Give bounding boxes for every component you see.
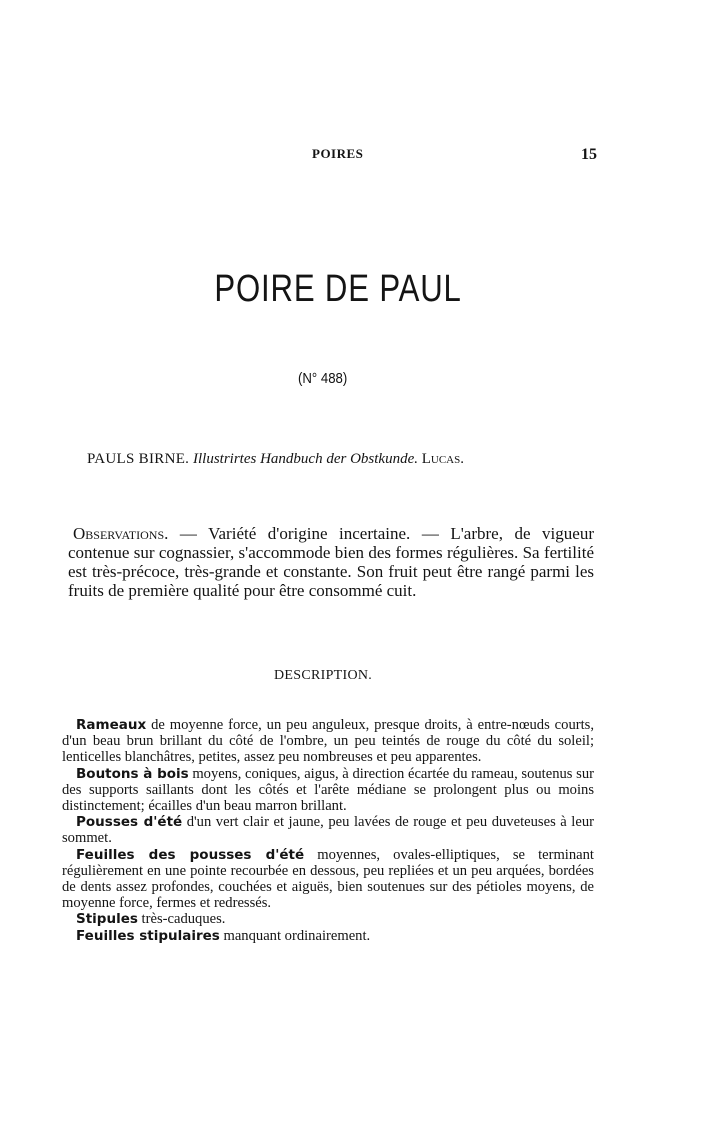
description-text: d'un vert clair et jaune, peu lavées de rouge et peu duveteuses à leur sommet. xyxy=(62,814,594,847)
description-text: très-caduques. xyxy=(137,911,226,928)
page-title xyxy=(60,268,640,311)
observations-paragraph xyxy=(68,524,594,600)
page-title-text: POIRE DE PAUL xyxy=(214,268,462,310)
description-text: moyens, coniques, aigus, à direction écartée du rameau, soutenus sur des supports saillants dont les côtés et l'arête médiane se prolongent plus ou moins distinctement; écailles d'un beau marron brillant. xyxy=(62,765,594,815)
description-item xyxy=(62,766,594,815)
description-section xyxy=(62,717,594,944)
description-term: Stipules xyxy=(76,911,138,928)
variety-number: (N° 488) xyxy=(298,370,348,387)
description-heading: DESCRIPTION. xyxy=(274,668,373,683)
description-item xyxy=(62,911,594,927)
description-text: manquant ordinairement. xyxy=(219,927,371,944)
synonym-book: Illustrirtes Handbuch der Obstkunde. xyxy=(193,451,418,467)
description-text: de moyenne force, un peu anguleux, presque droits, à entre-nœuds courts, d'un beau brun brillant du côté de l'ombre, un peu teintés de rouge du côté du soleil; lenticelles blanchâtres, petites, assez peu nombreuses et peu apparentes. xyxy=(62,717,594,766)
running-title: POIRES xyxy=(312,146,364,161)
observations-text: — Variété d'origine incertaine. — L'arbre, de vigueur contenue sur cognassier, s'accommode bien des formes régulières. Sa fertilité est très-précoce, très-grande et constante. Son fruit peut être rangé parmi les fruits de première qualité pour être consommé cuit. xyxy=(68,524,594,600)
description-term: Boutons à bois xyxy=(76,765,189,782)
description-item xyxy=(62,928,594,944)
observations-label: Observations. xyxy=(73,524,169,543)
synonym-author: Lucas. xyxy=(421,451,464,467)
description-term: Feuilles des pousses d'été xyxy=(76,846,305,863)
page-number: 15 xyxy=(581,146,597,163)
synonym-reference xyxy=(87,451,464,468)
description-text: moyennes, ovales-elliptiques, se terminant régulièrement en une pointe recourbée en dessous, peu repliées et un peu arquées, bordées de dents assez profondes, couchées et aiguës, bien soutenues sur des pétioles moyens, de moyenne force, fermes et redressés. xyxy=(62,846,594,912)
description-item xyxy=(62,814,594,846)
description-item xyxy=(62,717,594,766)
description-term: Feuilles stipulaires xyxy=(76,927,220,944)
description-term: Pousses d'été xyxy=(76,814,183,831)
synonym-name: PAULS BIRNE. xyxy=(87,451,190,467)
description-item xyxy=(62,847,594,912)
description-term: Rameaux xyxy=(76,717,147,733)
